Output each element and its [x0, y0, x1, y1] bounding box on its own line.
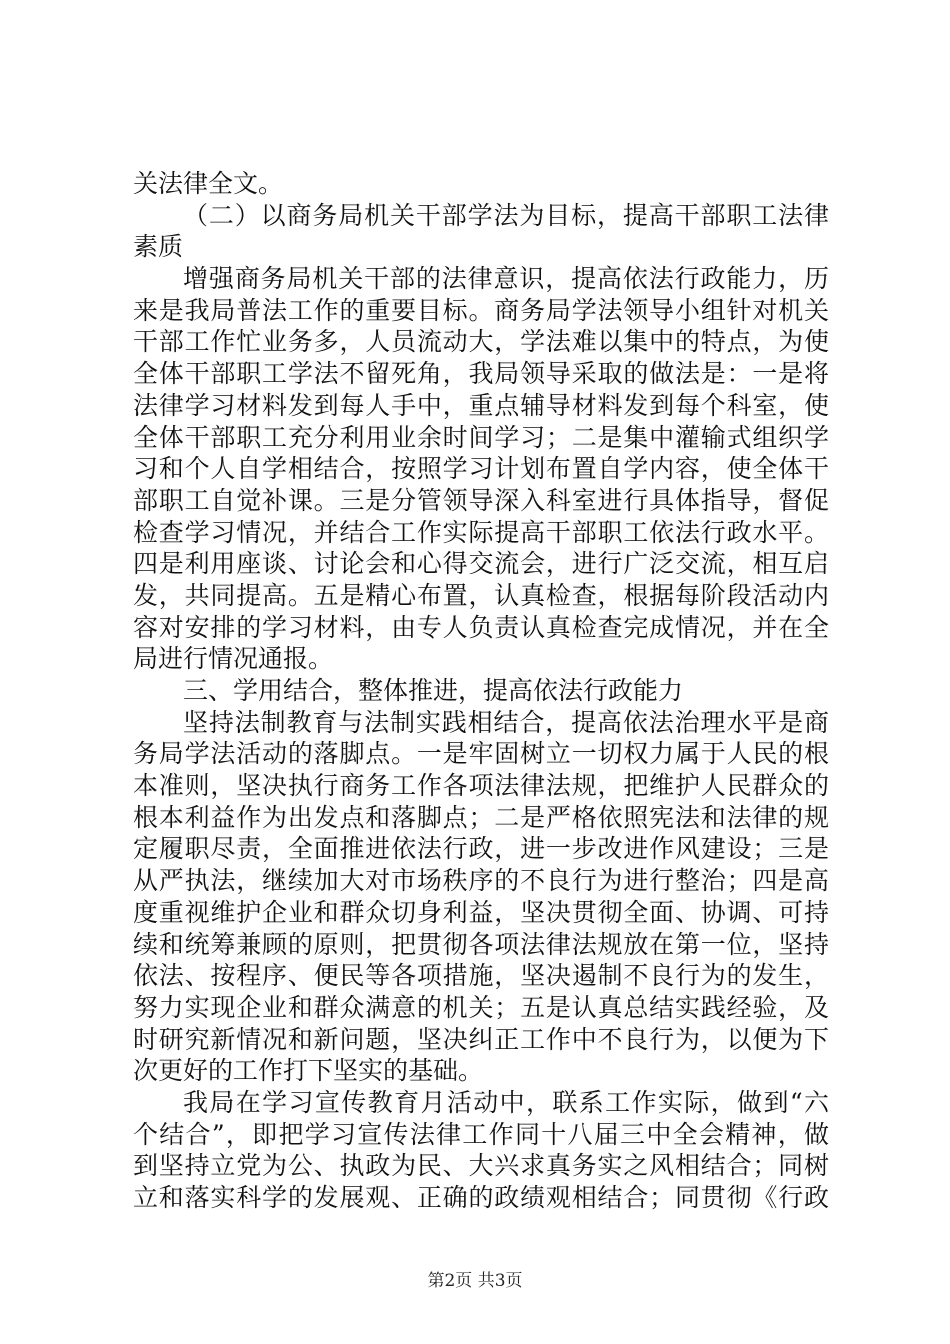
paragraph-line: 定履职尽责，全面推进依法行政，进一步改进作风建设；三是	[133, 834, 829, 864]
paragraph-line: 到坚持立党为公、执政为民、大兴求真务实之风相结合；同树	[133, 1151, 829, 1181]
paragraph-line: 法律学习材料发到每人手中，重点辅导材料发到每个科室，使	[133, 390, 829, 420]
paragraph-line: 习和个人自学相结合，按照学习计划布置自学内容，使全体干	[133, 454, 829, 484]
paragraph-line: 检查学习情况，并结合工作实际提高干部职工依法行政水平。	[133, 517, 829, 547]
paragraph-line: 立和落实科学的发展观、正确的政绩观相结合；同贯彻《行政	[133, 1183, 829, 1212]
paragraph-line: 坚持法制教育与法制实践相结合，提高依法治理水平是商	[183, 707, 829, 737]
paragraph-line: 部职工自觉补课。三是分管领导深入科室进行具体指导，督促	[133, 485, 829, 515]
document-body	[133, 168, 829, 1214]
section-heading-line: 素质	[133, 232, 184, 262]
paragraph-line: 次更好的工作打下坚实的基础。	[133, 1056, 484, 1086]
paragraph-line: 全体干部职工充分利用业余时间学习；二是集中灌输式组织学	[133, 422, 829, 452]
section-heading-line: 三、学用结合，整体推进，提高依法行政能力	[183, 676, 684, 705]
paragraph-line: 来是我局普法工作的重要目标。商务局学法领导小组针对机关	[133, 295, 829, 325]
paragraph-line: 本准则，坚决执行商务工作各项法律法规，把维护人民群众的	[133, 771, 829, 801]
text-line: 关法律全文。	[133, 169, 284, 198]
paragraph-line: 增强商务局机关干部的法律意识，提高依法行政能力，历	[183, 264, 829, 294]
paragraph-line: 依法、按程序、便民等各项措施，坚决遏制不良行为的发生，	[133, 961, 829, 991]
paragraph-line: 度重视维护企业和群众切身利益，坚决贯彻全面、协调、可持	[133, 897, 829, 927]
paragraph-line: 容对安排的学习材料，由专人负责认真检查完成情况，并在全	[133, 612, 829, 642]
paragraph-line: 局进行情况通报。	[133, 644, 334, 674]
paragraph-line: 续和统筹兼顾的原则，把贯彻各项法律法规放在第一位，坚持	[133, 929, 829, 959]
paragraph-line: 时研究新情况和新问题，坚决纠正工作中不良行为，以便为下	[133, 1024, 829, 1054]
paragraph-line: 从严执法，继续加大对市场秩序的不良行为进行整治；四是高	[133, 866, 829, 896]
paragraph-line: 努力实现企业和群众满意的机关；五是认真总结实践经验，及	[133, 992, 829, 1022]
paragraph-line: 四是利用座谈、讨论会和心得交流会，进行广泛交流，相互启	[133, 549, 829, 579]
paragraph-line: 全体干部职工学法不留死角，我局领导采取的做法是：一是将	[133, 359, 829, 389]
section-heading-line: （二）以商务局机关干部学法为目标，提高干部职工法律	[183, 200, 829, 230]
paragraph-line: 根本利益作为出发点和落脚点；二是严格依照宪法和法律的规	[133, 802, 829, 832]
paragraph-line: 我局在学习宣传教育月活动中，联系工作实际，做到“六	[183, 1087, 829, 1117]
paragraph-line: 发，共同提高。五是精心布置，认真检查，根据每阶段活动内	[133, 580, 829, 610]
paragraph-line: 干部工作忙业务多，人员流动大，学法难以集中的特点，为使	[133, 327, 829, 357]
paragraph-line: 务局学法活动的落脚点。一是牢固树立一切权力属于人民的根	[133, 739, 829, 769]
page-number-footer: 第2页 共3页	[427, 1271, 523, 1291]
paragraph-line: 个结合”，即把学习宣传法律工作同十八届三中全会精神，做	[133, 1119, 829, 1149]
